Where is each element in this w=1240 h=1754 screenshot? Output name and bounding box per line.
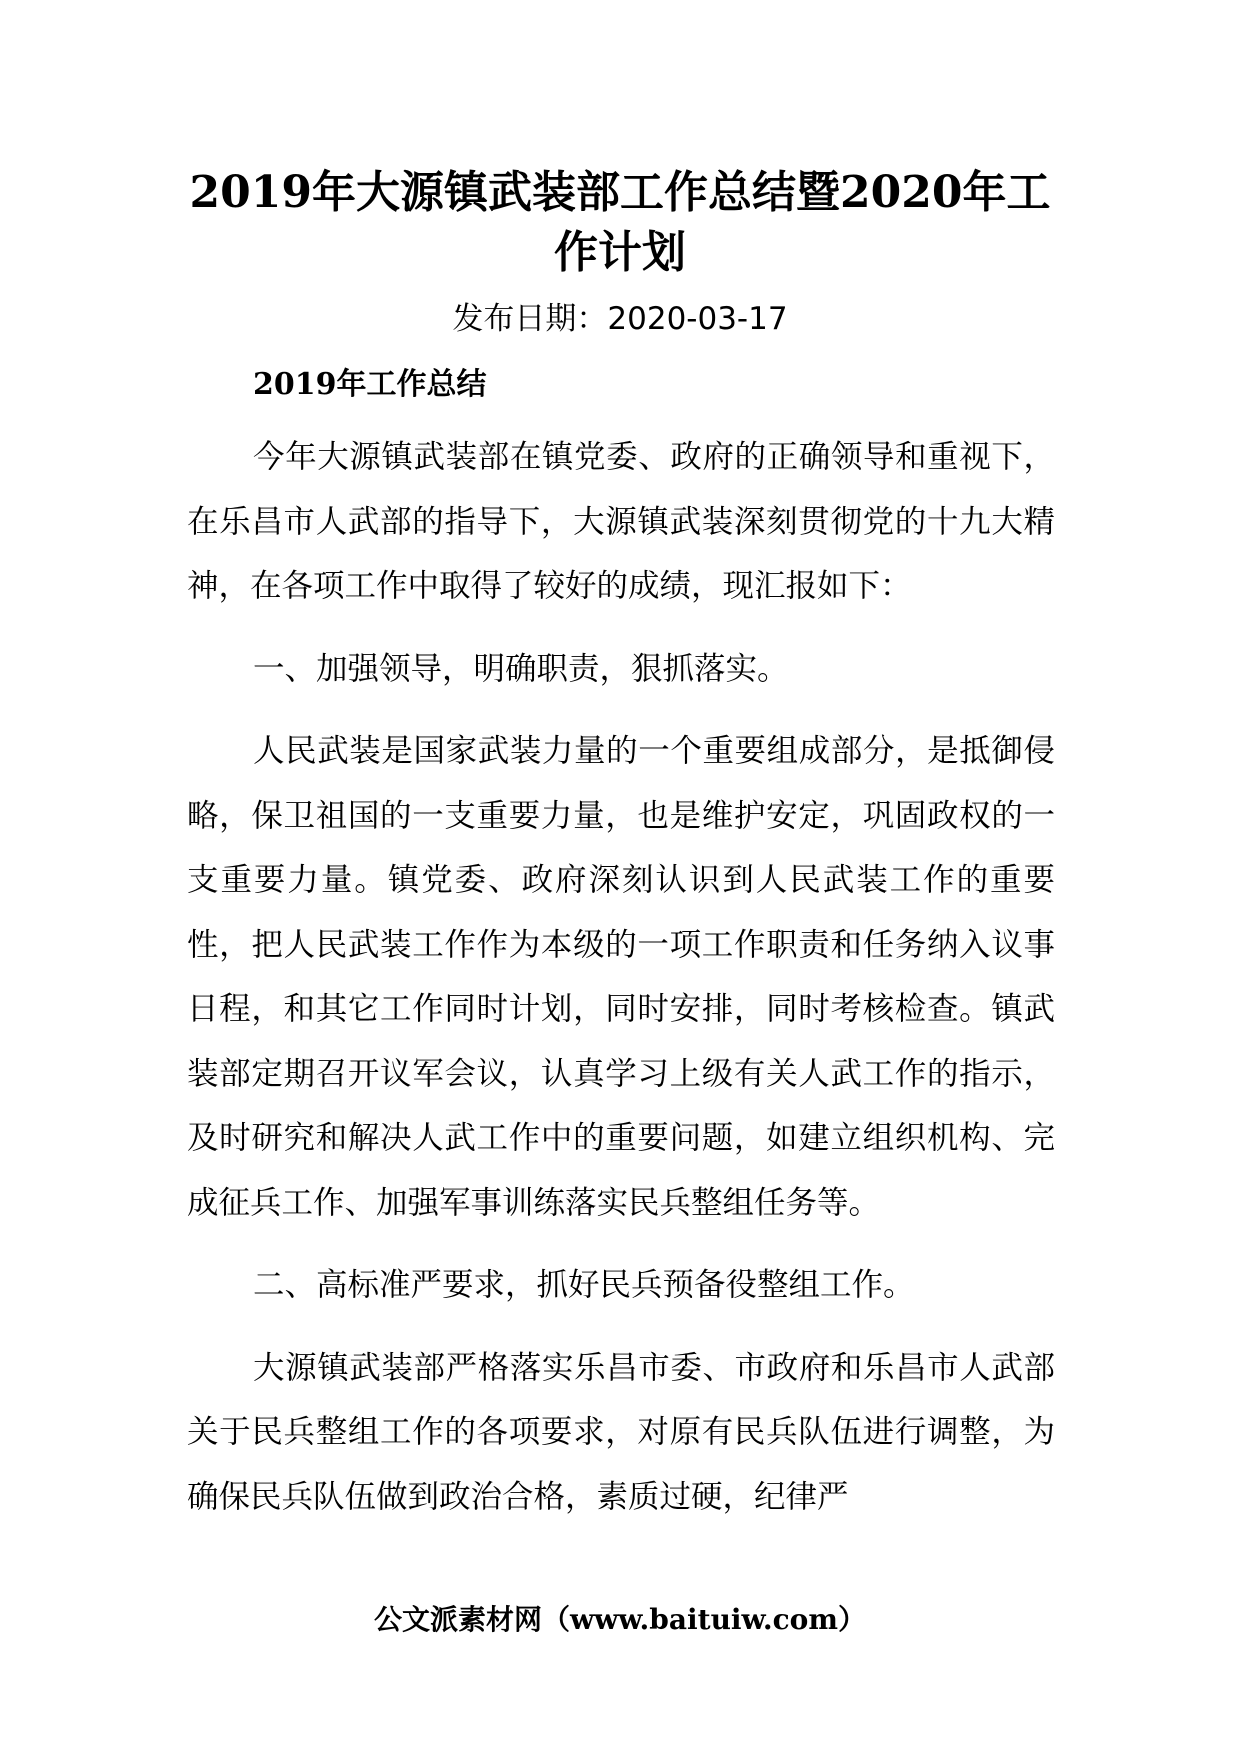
document-body xyxy=(187,363,1055,1547)
section-heading: 2019年工作总结 xyxy=(253,367,487,402)
paragraph-heading-1: 一、加强领导，明确职责，狠抓落实。 xyxy=(253,650,789,687)
footer-watermark: 公文派素材网（www.baituiw.com） xyxy=(374,1603,866,1636)
publish-date: 发布日期：2020-03-17 xyxy=(452,301,788,337)
paragraph-intro: 今年大源镇武装部在镇党委、政府的正确领导和重视下，在乐昌市人武部的指导下，大源镇武装深刻贯彻党的十九大精神，在各项工作中取得了较好的成绩，现汇报如下： xyxy=(187,439,1055,604)
paragraph-body-1: 人民武装是国家武装力量的一个重要组成部分，是抵御侵略，保卫祖国的一支重要力量，也是维护安定，巩固政权的一支重要力量。镇党委、政府深刻认识到人民武装工作的重要性，把人民武装工作作为本级的一项工作职责和任务纳入议事日程，和其它工作同时计划，同时安排，同时考核检查。镇武装部定期召开议军会议，认真学习上级有关人武工作的指示，及时研究和解决人武工作中的重要问题，如建立组织机构、完成征兵工作、加强军事训练落实民兵整组任务等。 xyxy=(187,733,1055,1221)
paragraph-body-2: 大源镇武装部严格落实乐昌市委、市政府和乐昌市人武部关于民兵整组工作的各项要求，对原有民兵队伍进行调整，为确保民兵队伍做到政治合格，素质过硬，纪律严 xyxy=(187,1349,1055,1515)
document-title: 2019年大源镇武装部工作总结暨2020年工作计划 xyxy=(189,167,1051,278)
paragraph-heading-2: 二、高标准严要求，抓好民兵预备役整组工作。 xyxy=(253,1267,915,1303)
